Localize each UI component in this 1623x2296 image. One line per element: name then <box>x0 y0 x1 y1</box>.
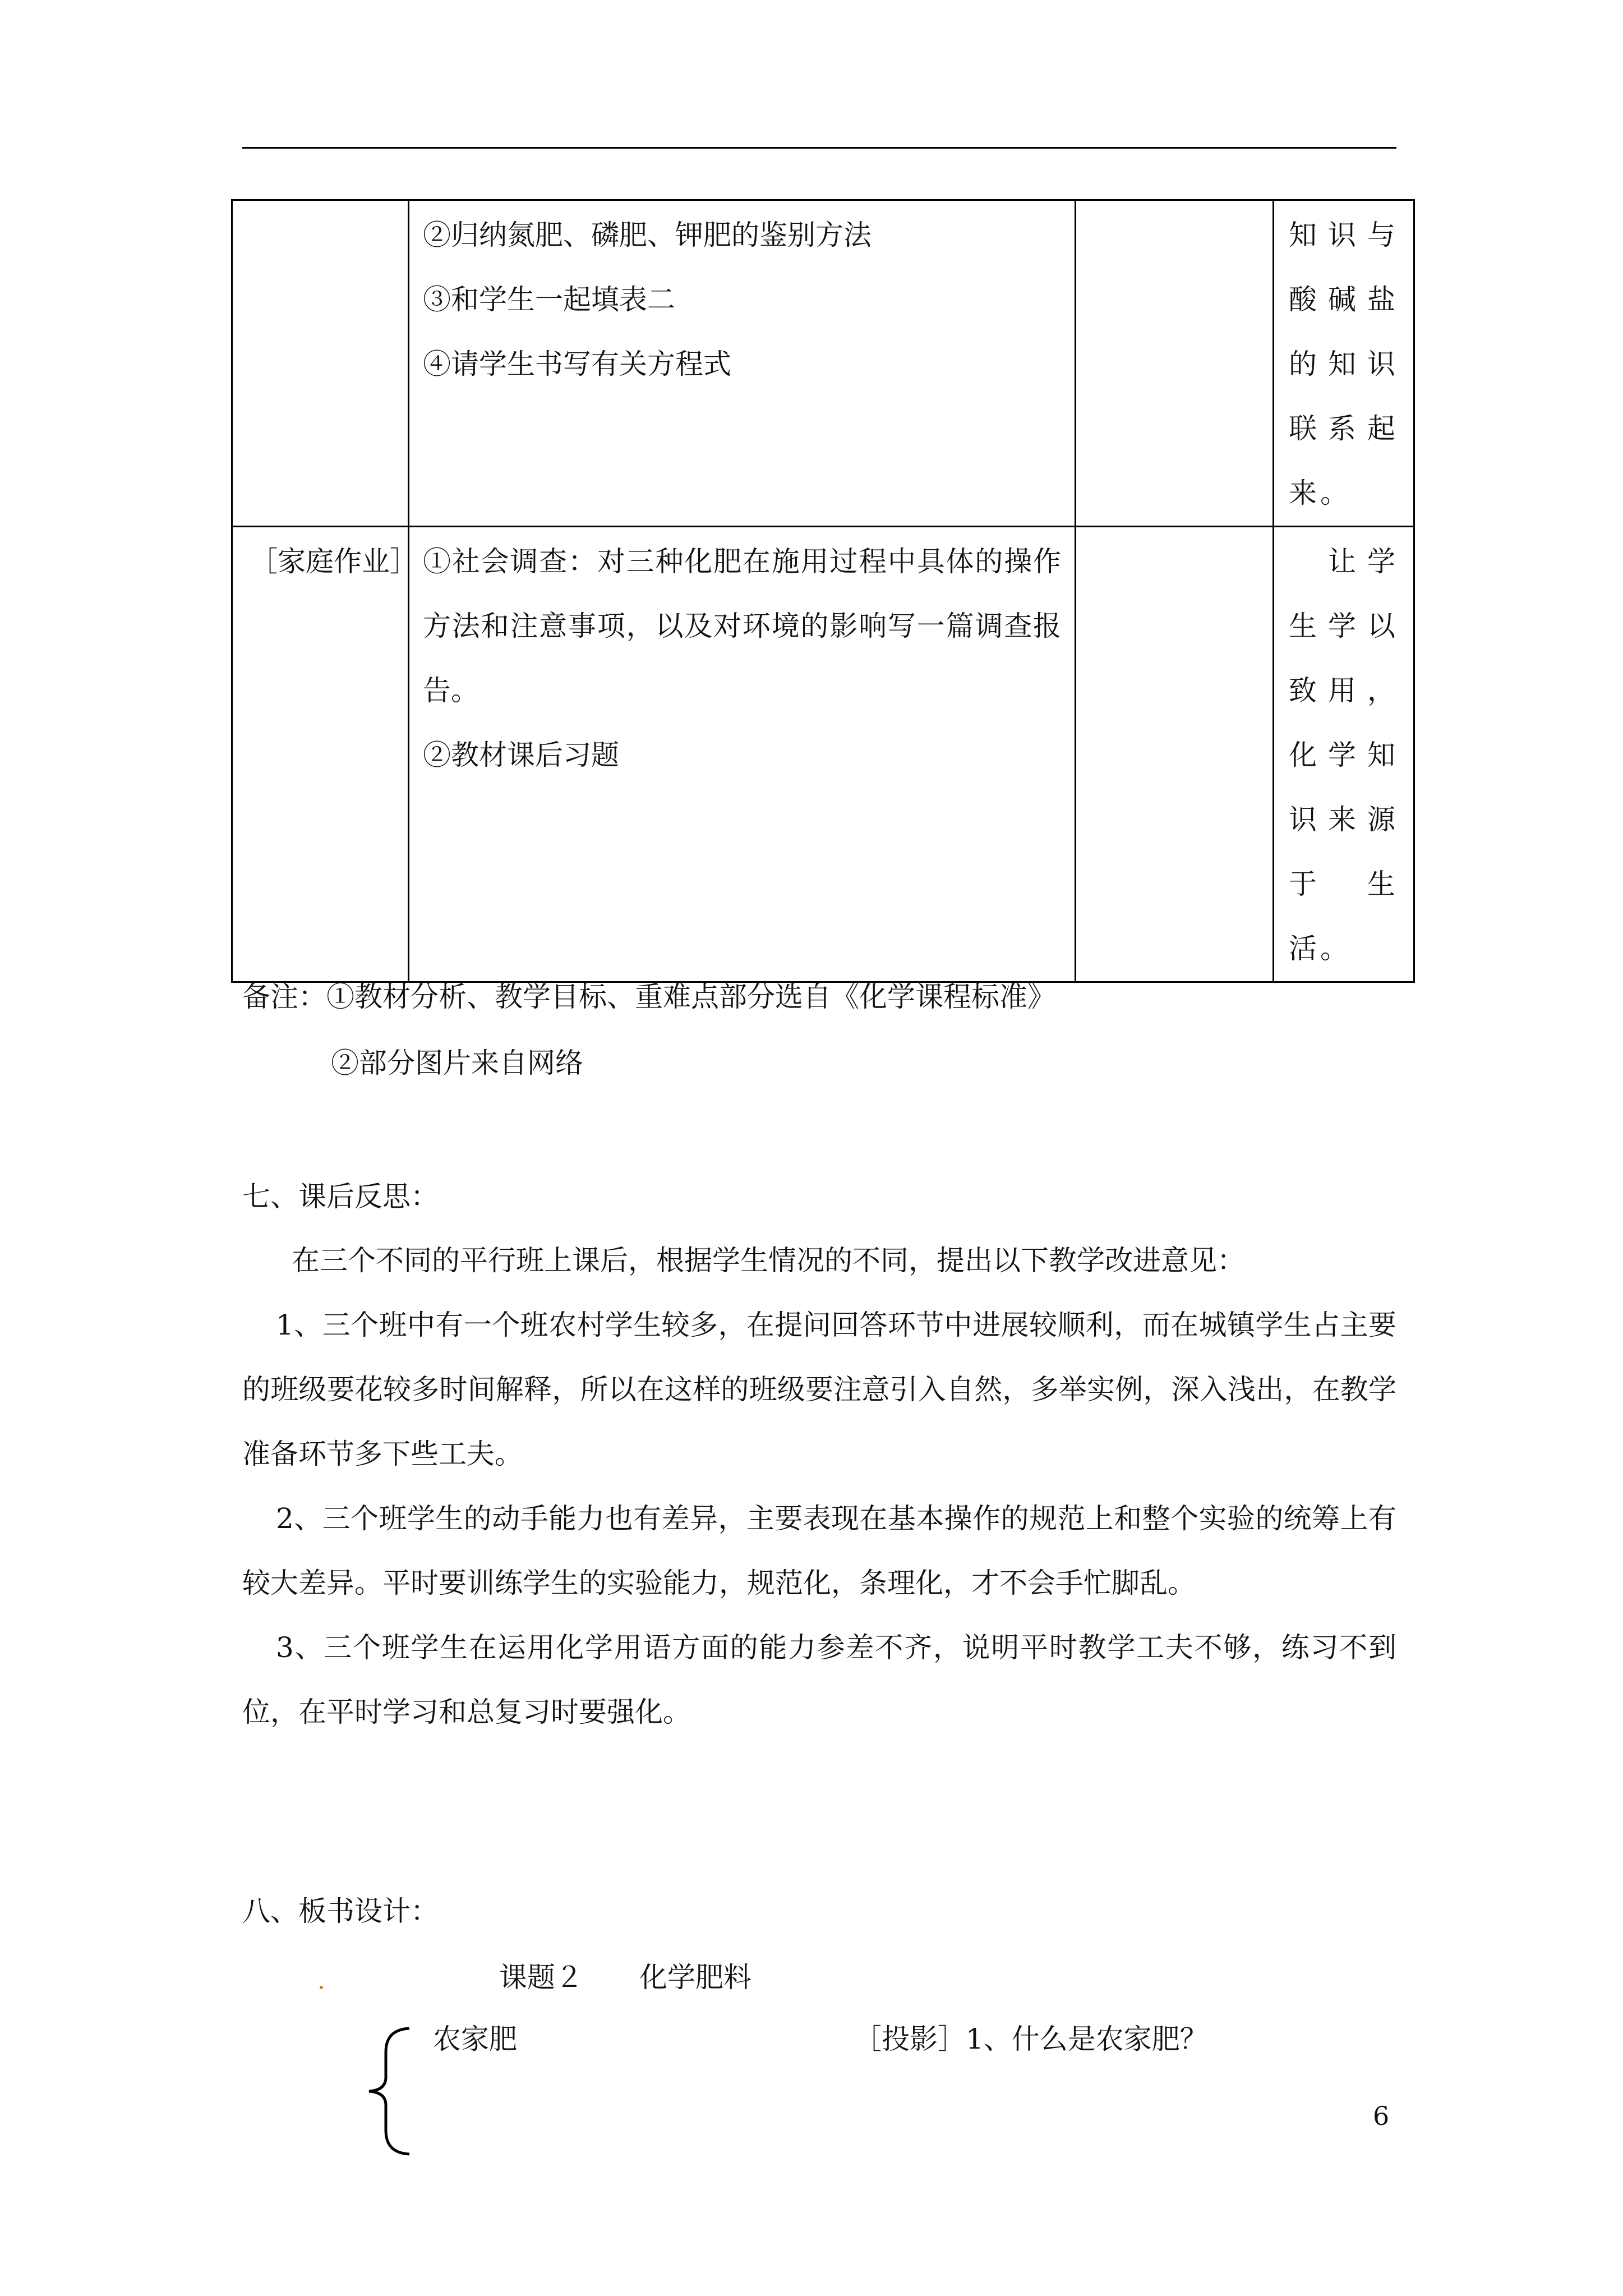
section-heading: 七、课后反思： <box>242 1180 439 1213</box>
design-intent-cell <box>1274 527 1414 982</box>
brace-icon <box>359 2024 432 2159</box>
note-line: 备注：①教材分析、教学目标、重难点部分选自《化学课程标准》 <box>242 981 1055 1013</box>
note-line: ②部分图片来自网络 <box>331 1047 583 1079</box>
row-label-cell <box>232 200 409 527</box>
row-label: ［家庭作业］ <box>250 545 418 578</box>
reflection-intro: 在三个不同的平行班上课后，根据学生情况的不同，提出以下教学改进意见： <box>292 1244 1245 1277</box>
teacher-activity-cell <box>409 200 1076 527</box>
stray-dot <box>320 1986 323 1989</box>
header-rule <box>242 147 1396 149</box>
student-activity-cell <box>1076 200 1274 527</box>
reflection-item: 1、三个班中有一个班农村学生较多，在提问回答环节中进展较顺利，而在城镇学生占主要的班级要花较多时间解释，所以在这样的班级要注意引入自然，多举实例，深入浅出，在教学准备环节多下些工夫。 <box>242 1309 1396 1470</box>
board-item: 农家肥 <box>433 2023 517 2055</box>
design-intent: 让学生学以致用，化学知识来源于生活。 <box>1289 545 1399 965</box>
activity-line: ③和学生一起填表二 <box>423 283 675 316</box>
activity-line: ②教材课后习题 <box>423 739 619 771</box>
design-intent: 知识与酸碱盐的知识联系起来。 <box>1289 219 1399 509</box>
teacher-activity-cell <box>409 527 1076 982</box>
activity-line: ①社会调查：对三种化肥在施用过程中具体的操作方法和注意事项，以及对环境的影响写一篇调查报告。 <box>423 545 1061 707</box>
student-activity-cell <box>1076 527 1274 982</box>
lesson-table <box>231 199 1415 983</box>
board-projection: ［投影］1、什么是农家肥？ <box>854 2023 1208 2055</box>
section-heading: 八、板书设计： <box>242 1895 439 1927</box>
table-row <box>232 527 1414 982</box>
row-label <box>233 201 408 203</box>
page-number: 6 <box>1373 2101 1390 2131</box>
reflection-item: 3、三个班学生在运用化学用语方面的能力参差不齐，说明平时教学工夫不够，练习不到位，在平时学习和总复习时要强化。 <box>242 1631 1396 1728</box>
reflection-item: 2、三个班学生的动手能力也有差异，主要表现在基本操作的规范上和整个实验的统筹上有较大差异。平时要训练学生的实验能力，规范化，条理化，才不会手忙脚乱。 <box>242 1502 1396 1599</box>
table-row <box>232 200 1414 527</box>
board-title: 课题２ 化学肥料 <box>499 1961 751 1994</box>
activity-line: ②归纳氮肥、磷肥、钾肥的鉴别方法 <box>423 219 872 251</box>
design-intent-cell <box>1274 200 1414 527</box>
row-label-cell <box>232 527 418 982</box>
activity-line: ④请学生书写有关方程式 <box>423 348 731 380</box>
